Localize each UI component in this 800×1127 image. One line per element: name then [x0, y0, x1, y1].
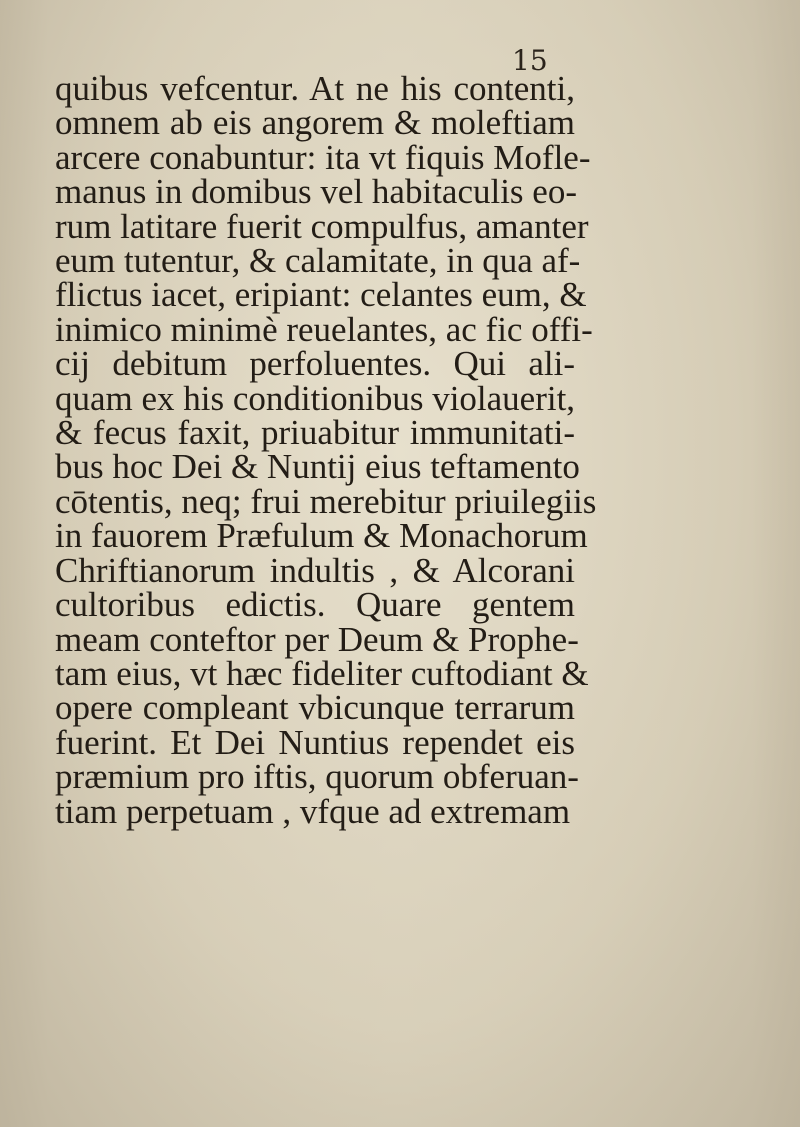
text-line: eum tutentur, & calamitate, in qua af-	[55, 241, 581, 281]
text-line: flictus iacet, eripiant: celantes eum, &	[55, 275, 587, 315]
text-line: & fecus faxit, priuabitur immunitati-	[55, 413, 575, 453]
page-number: 15	[512, 44, 548, 77]
text-line: bus hoc Dei & Nuntij eius teftamento	[55, 447, 580, 487]
text-line: opere compleant vbicunque terrarum	[55, 688, 575, 728]
text-line: cij debitum perfoluentes. Qui ali-	[55, 344, 575, 384]
text-line: manus in domibus vel habitaculis eo-	[55, 172, 577, 212]
text-line: cultoribus edictis. Quare gentem	[55, 585, 575, 625]
body-text	[55, 69, 597, 831]
text-line: Chriftianorum indultis , & Alcorani	[55, 550, 575, 590]
text-line: quam ex his conditionibus violauerit,	[55, 378, 576, 418]
text-line: cōtentis, neq; frui merebitur priuilegiis	[55, 481, 597, 521]
text-line: fuerint. Et Dei Nuntius rependet eis	[55, 722, 575, 762]
text-line: rum latitare fuerit compulfus, amanter	[55, 206, 589, 246]
text-line: omnem ab eis angorem & moleftiam	[55, 103, 575, 143]
text-line: meam conteftor per Deum & Prophe-	[55, 619, 579, 659]
text-line: inimico minimè reuelantes, ac fic offi-	[55, 309, 593, 349]
text-line: in fauorem Præfulum & Monachorum	[55, 516, 588, 556]
text-line: quibus vefcentur. At ne his contenti,	[55, 69, 575, 108]
text-line: arcere conabuntur: ita vt fiquis Mofle-	[55, 137, 591, 177]
text-line: præmium pro iftis, quorum obferuan-	[55, 757, 579, 797]
text-line: tiam perpetuam , vfque ad extremam	[55, 791, 571, 831]
text-line: tam eius, vt hæc fideliter cuftodiant &	[55, 653, 589, 693]
